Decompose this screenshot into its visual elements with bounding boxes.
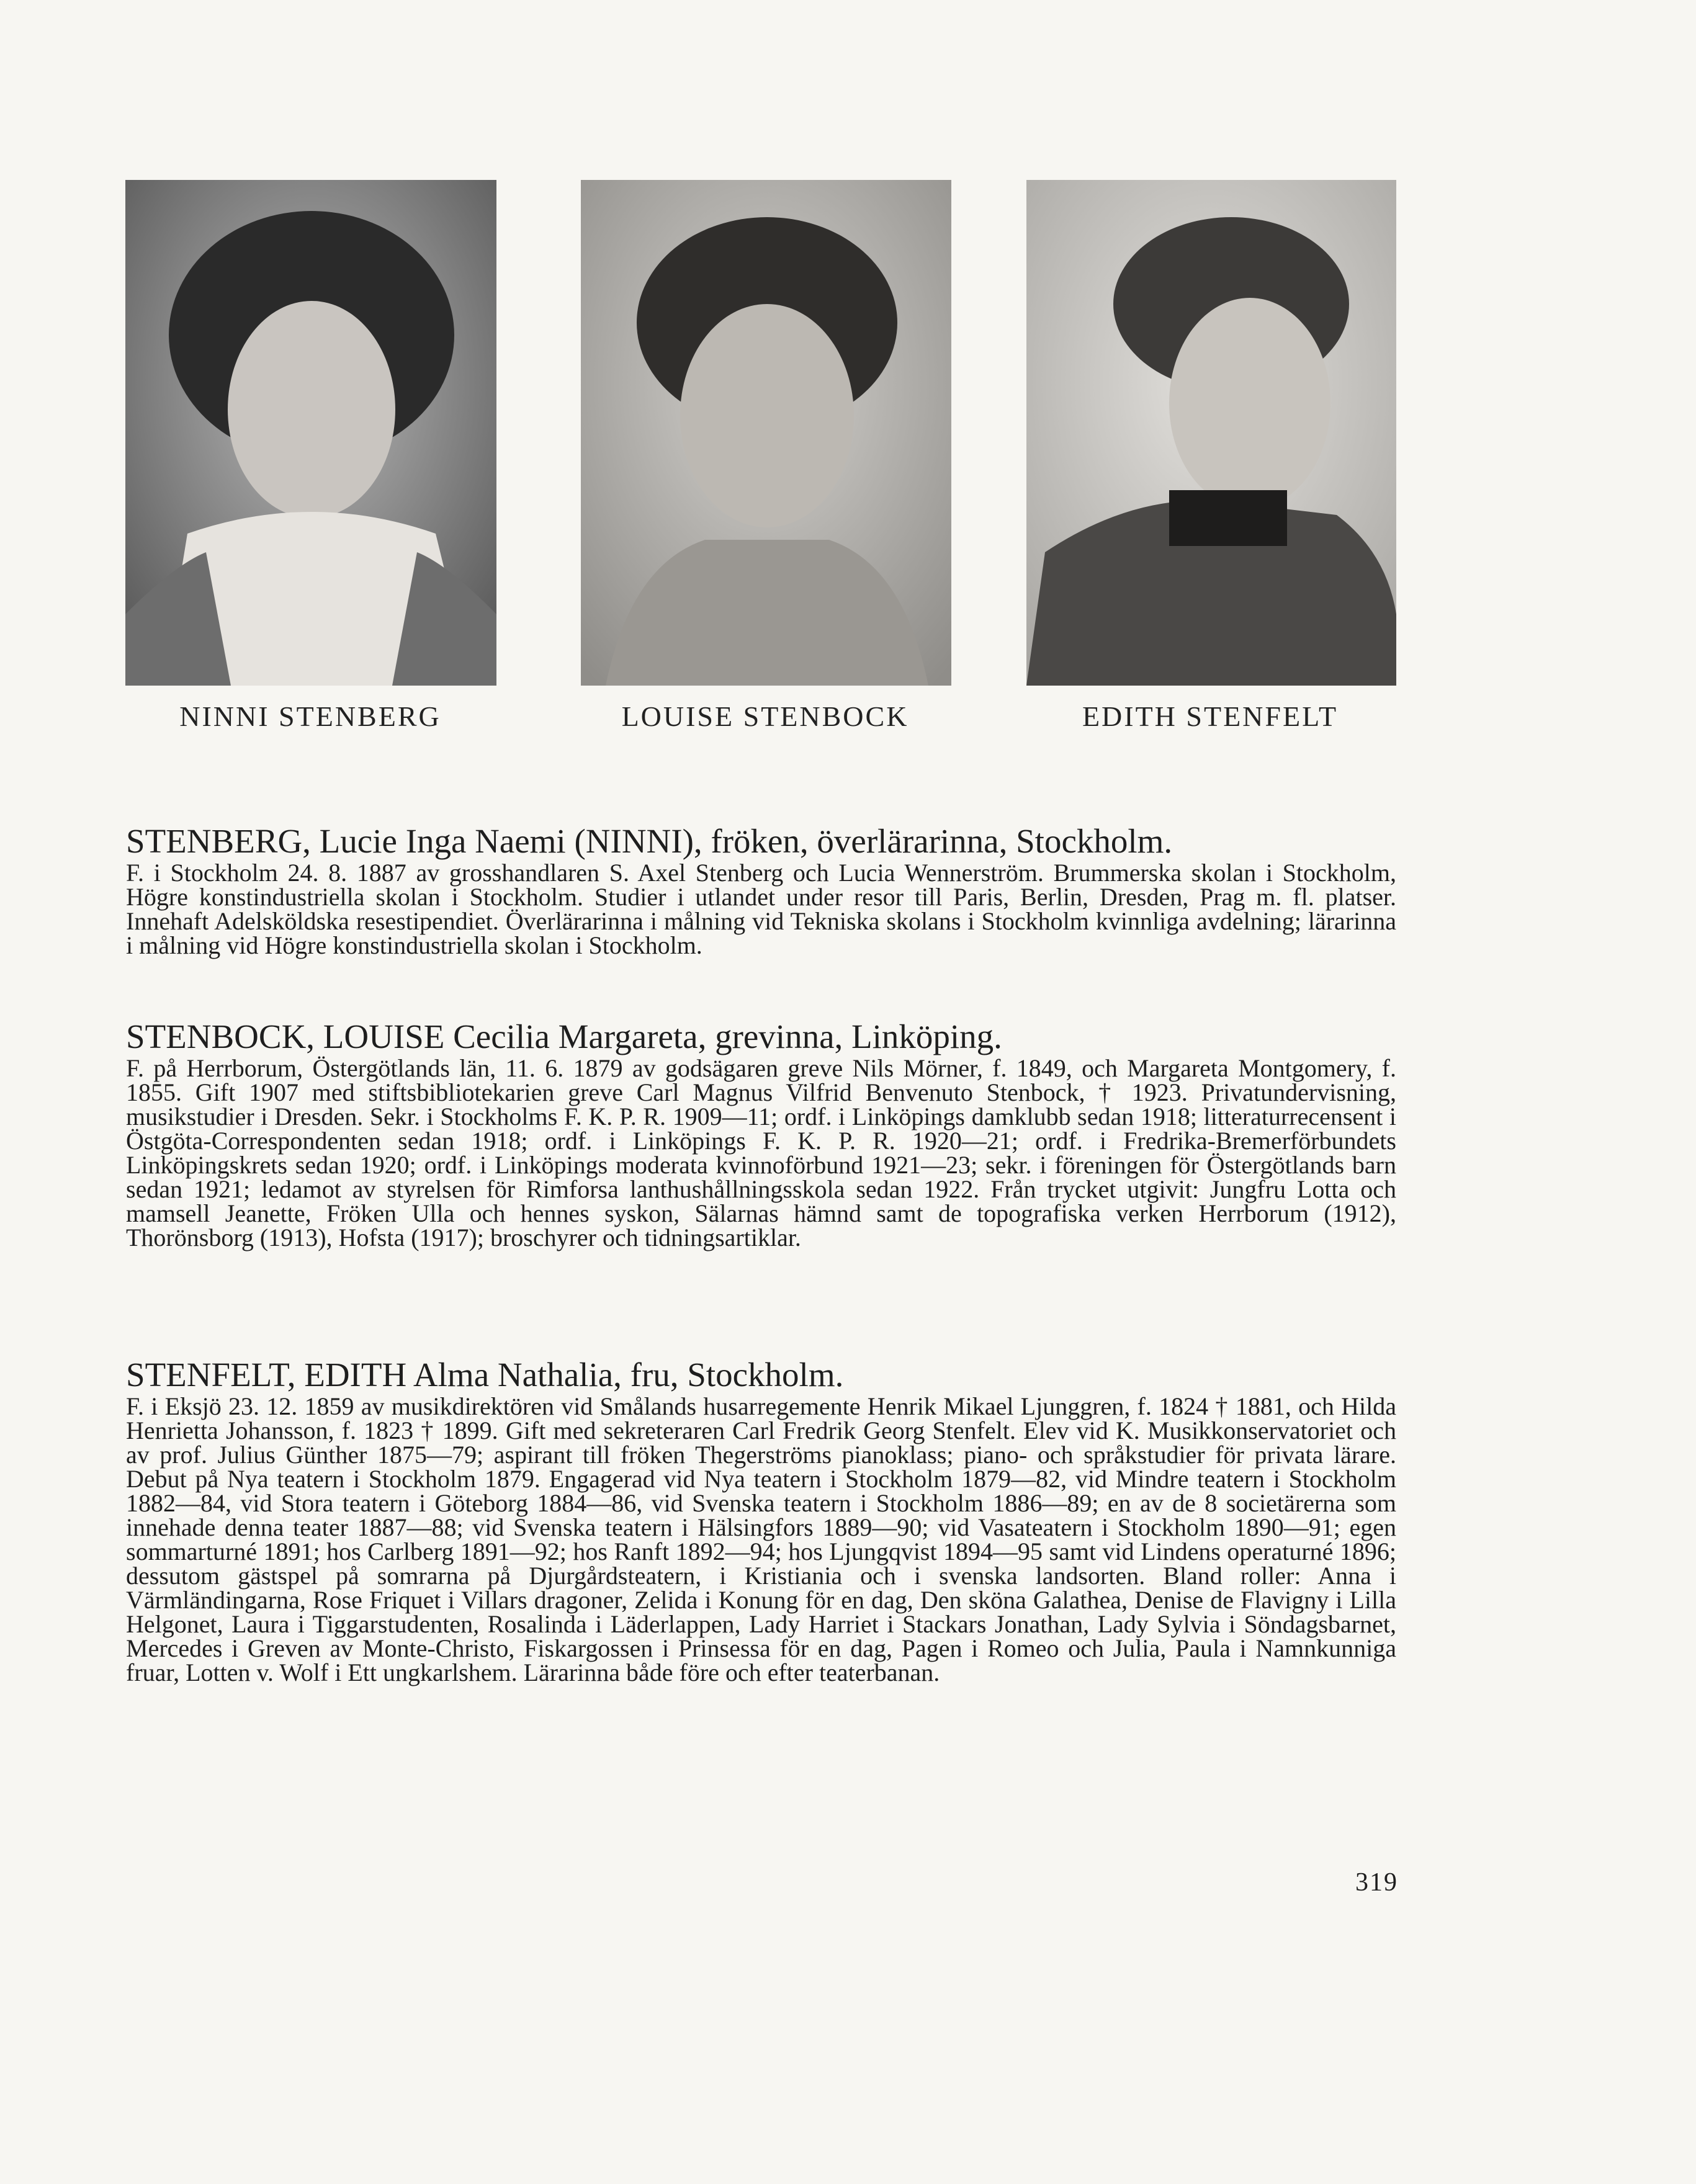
portrait-caption: LOUISE STENBOCK [621, 700, 909, 732]
entry-stenberg [126, 822, 1396, 957]
entry-heading: STENBERG, Lucie Inga Naemi (NINNI), fröken, överlärarinna, Stockholm. [126, 822, 1173, 860]
entry-body: F. i Stockholm 24. 8. 1887 av grosshandlaren S. Axel Stenberg och Lucia Wennerström. Brummerska skolan i Stockholm, Högre konstindustriella skolan i Stockholm. Studier i utlandet under resor till Paris, Berlin, Dresden, Prag m. fl. platser. Innehaft Adelsköldska resestipendiet. Överlärarinna i målning vid Tekniska skolans i Stockholm kvinnliga avdelning; lärarinna i målning vid Högre konstindustriella skolan i Stockholm. [126, 859, 1396, 959]
portrait-ninni-stenberg [125, 180, 496, 686]
portrait-photo [125, 180, 496, 686]
entry-heading: STENFELT, EDITH Alma Nathalia, fru, Stockholm. [126, 1356, 844, 1394]
portrait-caption: NINNI STENBERG [179, 700, 441, 732]
portrait-louise-stenbock [581, 180, 951, 686]
entry-stenbock [126, 1018, 1396, 1250]
portrait-photo [581, 180, 951, 686]
portrait-caption: EDITH STENFELT [1082, 700, 1339, 732]
entry-body: F. i Eksjö 23. 12. 1859 av musikdirektören vid Smålands husarregemente Henrik Mikael Ljunggren, f. 1824 † 1881, och Hilda Henrietta Johansson, f. 1823 † 1899. Gift med sekreteraren Carl Fredrik Georg Stenfelt. Elev vid K. Musikkonservatoriet och av prof. Julius Günther 1875—79; aspirant till fröken Thegerströms pianoklass; piano- och språkstudier för privata lärare. Debut på Nya teatern i Stockholm 1879. Engagerad vid Nya teatern i Stockholm 1879—82, vid Mindre teatern i Stockholm 1882—84, vid Stora teatern i Göteborg 1884—86, vid Svenska teatern i Stockholm 1886—89; en av de 8 societärerna som innehade denna teater 1887—88; vid Svenska teatern i Hälsingfors 1889—90; vid Vasateatern i Stockholm 1890—91; egen sommarturné 1891; hos Carlberg 1891—92; hos Ranft 1892—94; hos Ljungqvist 1894—95 samt vid Lindens operaturné 1896; dessutom gästspel på somrarna på Djurgårdsteatern, i Kristiania och i svenska landsorten. Bland roller: Anna i Värmländingarna, Rose Friquet i Villars dragoner, Zelida i Konung för en dag, Den sköna Galathea, Denise de Flavigny i Lilla Helgonet, Laura i Tiggarstudenten, Rosalinda i Läderlappen, Lady Harriet i Stackars Jonathan, Lady Sylvia i Söndagsbarnet, Mercedes i Greven av Monte-Christo, Fiskargossen i Prinsessa för en dag, Pagen i Romeo och Julia, Paula i Namnkunniga fruar, Lotten v. Wolf i Ett ungkarlshem. Lärarinna både före och efter teaterbanan. [126, 1392, 1396, 1686]
page-number: 319 [1355, 1868, 1398, 1897]
entry-heading: STENBOCK, LOUISE Cecilia Margareta, grevinna, Linköping. [126, 1018, 1002, 1055]
portrait-edith-stenfelt [1026, 180, 1396, 686]
entry-body: F. på Herrborum, Östergötlands län, 11. 6. 1879 av godsägaren greve Nils Mörner, f. 1849, och Margareta Montgomery, f. 1855. Gift 1907 med stiftsbibliotekarien greve Carl Magnus Vilfrid Benvenuto Stenbock, † 1923. Privatundervisning, musikstudier i Dresden. Sekr. i Stockholms F. K. P. R. 1909—11; ordf. i Linköpings damklubb sedan 1918; litteraturrecensent i Östgöta-Correspondenten sedan 1918; ordf. i Linköpings F. K. P. R. 1920—21; ordf. i Fredrika-Bremerförbundets Linköpingskrets sedan 1920; ordf. i Linköpings moderata kvinnoförbund 1921—23; sekr. i föreningen för Östergötlands barn sedan 1921; ledamot av styrelsen för Rimforsa lanthushållningsskola sedan 1922. Från trycket utgivit: Jungfru Lotta och mamsell Jeanette, Fröken Ulla och hennes syskon, Sälarnas hämnd samt de topografiska verken Herrborum (1912), Thorönsborg (1913), Hofsta (1917); broschyrer och tidningsartiklar. [126, 1054, 1396, 1251]
portrait-photo [1026, 180, 1396, 686]
entry-stenfelt [126, 1356, 1396, 1685]
